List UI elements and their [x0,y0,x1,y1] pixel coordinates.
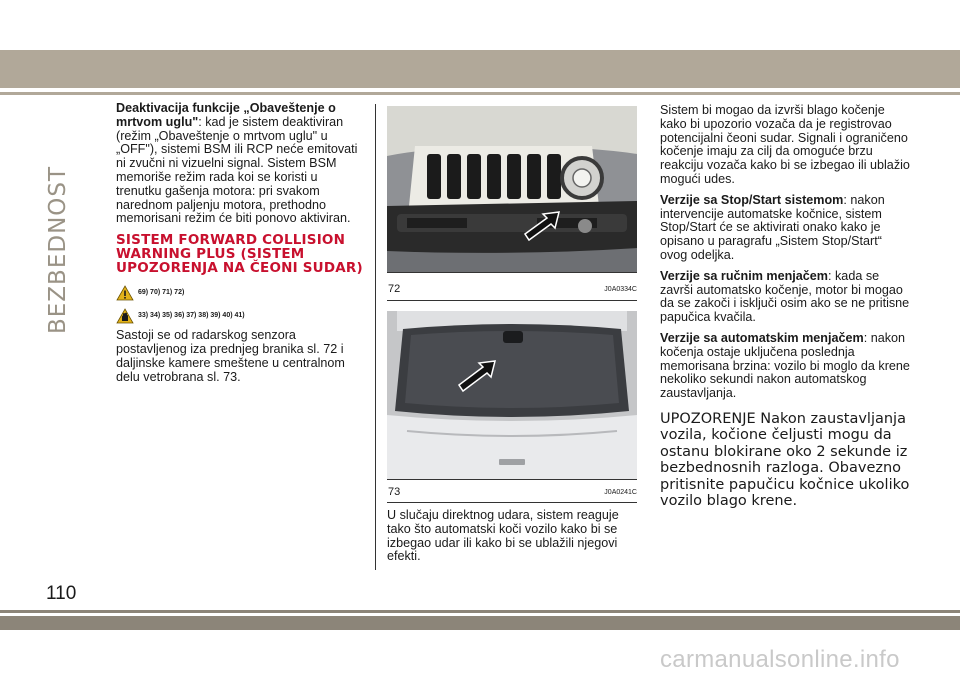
light-braking-paragraph: Sistem bi mogao da izvrši blago kočenje kako bi upozorio vozača da je registrovao potencijalni čeoni sudar. Signali i ograničeno kočenje imaju za cilj da omoguće brzu reakciju vozača kako bi se izbegao ili ublažio mogući udes. [660,103,910,186]
figure-windshield-camera [387,311,637,479]
blind-spot-text: : kad je sistem deaktiviran (režim „Obaveštenje o mrtvom uglu" u „OFF"), sistemi BSM ili RCP neće emitovati ni zvučni ni vizuelni signal. Sistem BSM memoriše režim rada koi se koristi u trenutku gašenja motora: pri svakom narednom paljenju motora, prethodno memorisani režim će biti ponovo aktiviran. [116,114,358,226]
blind-spot-term: Deaktivacija funkcije „Obaveštenje o mrtvom uglu" [116,101,336,129]
figure-73-number: 73 [388,486,401,498]
warning-triangle-icon [116,285,134,301]
warning-references: 69) 70) 71) 72) [138,289,185,297]
page-number: 110 [46,583,77,604]
footer-rule [0,610,960,613]
automatic-gearbox-paragraph [660,332,910,401]
automatic-gearbox-term: Verzije sa automatskim menjačem [660,330,864,345]
figure-72-bottom-rule [387,300,637,301]
manual-gearbox-paragraph [660,270,910,325]
figure-72-number: 72 [388,283,401,295]
caution-references: 33) 34) 35) 36) 37) 38) 39) 40) 41) [138,312,245,320]
header-band [0,50,960,88]
warning-note: UPOZORENJE Nakon zaustavljanja vozila, kočione čeljusti mogu da ostanu blokirane oko 2 sekunde iz bezbednosnih razloga. Obavezno pritisnite papučicu kočnice ukoliko vozilo blago krene. [660,410,910,510]
left-column [116,102,366,391]
right-column [660,104,910,510]
blind-spot-paragraph [116,102,366,226]
caution-hand-icon [116,308,134,324]
manual-gearbox-term: Verzije sa ručnim menjačem [660,268,829,283]
header-rule [0,92,960,95]
stop-start-paragraph [660,194,910,263]
stop-start-text: : nakon intervencije automatske kočnice, sistem Stop/Start će se aktivirati onako kako je opisano u paragrafu „Sistem Stop/Start“ ovog odeljka. [660,192,885,262]
impact-paragraph: U slučaju direktnog udara, sistem reaguje tako što automatski koči vozilo kako bi se izbegao udar ili kako bi se ublažili njegovi efekti. [387,508,619,564]
automatic-gearbox-text: : nakon kočenja ostaje uključena poslednja memorisana brzina: vozilo bi moglo da krene nekoliko sekundi nakon automatskog zaustavljanja. [660,330,910,401]
section-title: BEZBEDNOST [45,165,71,335]
figure-73-bottom-rule [387,502,637,503]
column-divider [375,104,376,570]
footer-band [0,616,960,630]
section-heading: SISTEM FORWARD COLLISION WARNING PLUS (SISTEM UPOZORENJA NA ČEONI SUDAR) [116,232,363,277]
figure-front-bumper-radar [387,106,637,272]
warning-reference-row [116,283,366,303]
figure-73-caption-rule [387,479,637,480]
figure-72-code: J0A0334C [604,286,637,293]
sensor-description: Sastoji se od radarskog senzora postavljenog iza prednjeg branika sl. 72 i daljinske kamere smeštene u centralnom delu vetrobrana sl. 73. [116,328,345,384]
stop-start-term: Verzije sa Stop/Start sistemom [660,192,844,207]
figure-72-caption-rule [387,272,637,273]
site-watermark: carmanualsonline.info [660,646,900,673]
figure-73-code: J0A0241C [604,489,637,496]
manual-gearbox-text: : kada se završi automatsko kočenje, motor bi mogao da se zakoči i isključi osim ako se ne pritisne papučica kvačila. [660,268,910,325]
caution-reference-row [116,306,366,326]
